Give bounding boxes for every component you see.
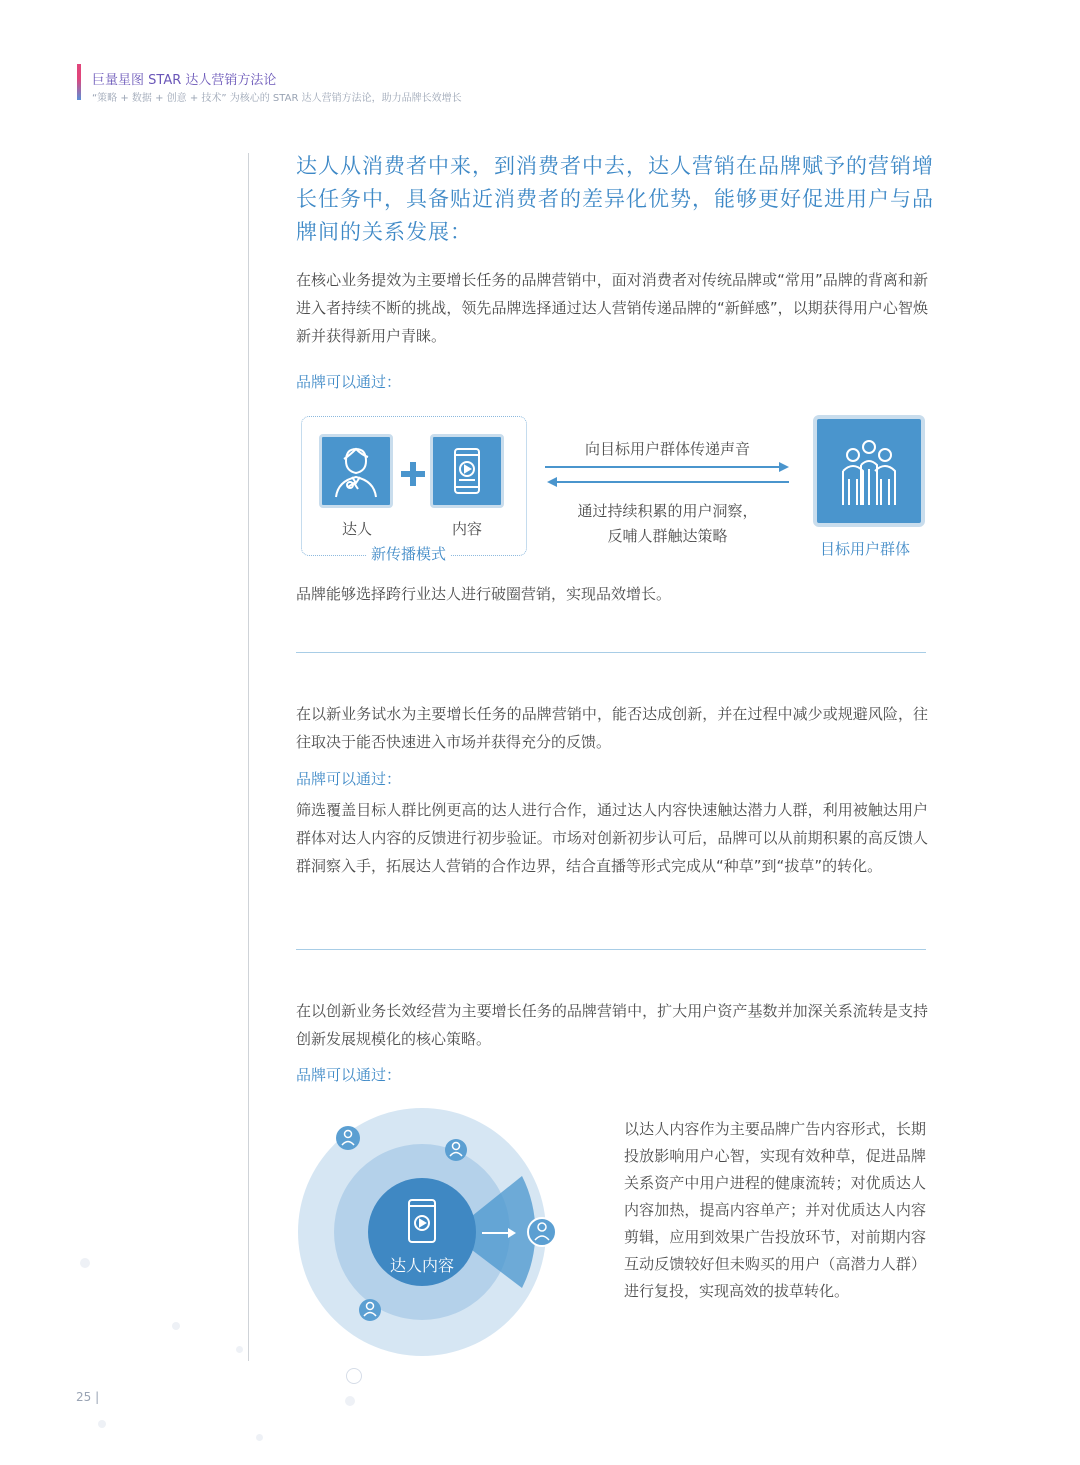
vertical-divider: [248, 153, 249, 1361]
talent-label: 达人: [342, 520, 373, 538]
arrow-right-text: 向目标用户群体传递声音: [584, 440, 750, 458]
two-way-arrows: [543, 458, 793, 488]
section3-body: 以达人内容作为主要品牌广告内容形式，长期投放影响用户心智，实现有效种草，促进品牌关系资产中用户进程的健康流转；对优质达人内容加热，提高内容单产；并对优质达人内容剪辑，应用到效果广告投放环节，对前期内容互动反馈较好但未购买的用户（高潜力人群）进行复投，实现高效的拔草转化。: [624, 1120, 926, 1300]
decor-dot: [256, 1434, 263, 1441]
decor-dot: [98, 1420, 106, 1428]
section1-intro: 在核心业务提效为主要增长任务的品牌营销中，面对消费者对传统品牌或“常用”品牌的背离和新进入者持续不断的挑战，领先品牌选择通过达人营销传递品牌的“新鲜感”，以期获得用户心智焕新并获得新用户青睐。: [296, 271, 928, 345]
arrow-left-text-2: 反哺人群触达策略: [607, 527, 728, 545]
target-group-tile: [813, 415, 925, 527]
section-divider-2: [296, 949, 926, 950]
decor-ring: [346, 1368, 362, 1384]
page-number: 25 |: [76, 1390, 100, 1404]
section3-via-label: 品牌可以通过：: [296, 1066, 402, 1084]
talent-icon: [322, 437, 390, 505]
section2-intro: 在以新业务试水为主要增长任务的品牌营销中，能否达成创新，并在过程中减少或规避风险，往往取决于能否快速进入市场并获得充分的反馈。: [296, 705, 928, 751]
content-label: 内容: [452, 520, 483, 538]
talent-tile: [319, 434, 393, 508]
new-mode-label: 新传播模式: [367, 543, 450, 564]
decor-dot: [172, 1322, 180, 1330]
decor-dot: [80, 1258, 90, 1268]
target-group-label: 目标用户群体: [820, 540, 911, 558]
lead-statement: 达人从消费者中来，到消费者中去，达人营销在品牌赋予的营销增长任务中，具备贴近消费者的差异化优势，能够更好促进用户与品牌间的关系发展：: [296, 154, 934, 244]
arrow-left-text-1: 通过持续积累的用户洞察，: [577, 502, 758, 520]
decor-dot: [345, 1396, 355, 1406]
video-phone-icon: [433, 437, 501, 505]
section1-via-label: 品牌可以通过：: [296, 373, 402, 391]
section1-outro: 品牌能够选择跨行业达人进行破圈营销，实现品效增长。: [296, 585, 672, 603]
plus-icon: [400, 461, 426, 487]
section-divider-1: [296, 652, 926, 653]
header-subtitle: “策略 + 数据 + 创意 + 技术” 为核心的 STAR 达人营销方法论，助力品牌长效增长: [92, 93, 462, 104]
concentric-circle-diagram: [298, 1108, 568, 1364]
section3-intro: 在以创新业务长效经营为主要增长任务的品牌营销中，扩大用户资产基数并加深关系流转是支持创新发展规模化的核心策略。: [296, 1002, 928, 1048]
section2-body: 筛选覆盖目标人群比例更高的达人进行合作，通过达人内容快速触达潜力人群，利用被触达用户群体对达人内容的反馈进行初步验证。市场对创新初步认可后，品牌可以从前期积累的高反馈人群洞察入手，拓展达人营销的合作边界，结合直播等形式完成从“种草”到“拔草”的转化。: [296, 801, 928, 875]
circle-center-label: 达人内容: [389, 1256, 454, 1275]
header-accent-bar: [77, 64, 81, 100]
header-title: 巨量星图 STAR 达人营销方法论: [92, 73, 277, 88]
content-tile: [430, 434, 504, 508]
user-group-icon: [817, 419, 921, 523]
decor-dot: [236, 1346, 243, 1353]
section2-via-label: 品牌可以通过：: [296, 770, 402, 788]
